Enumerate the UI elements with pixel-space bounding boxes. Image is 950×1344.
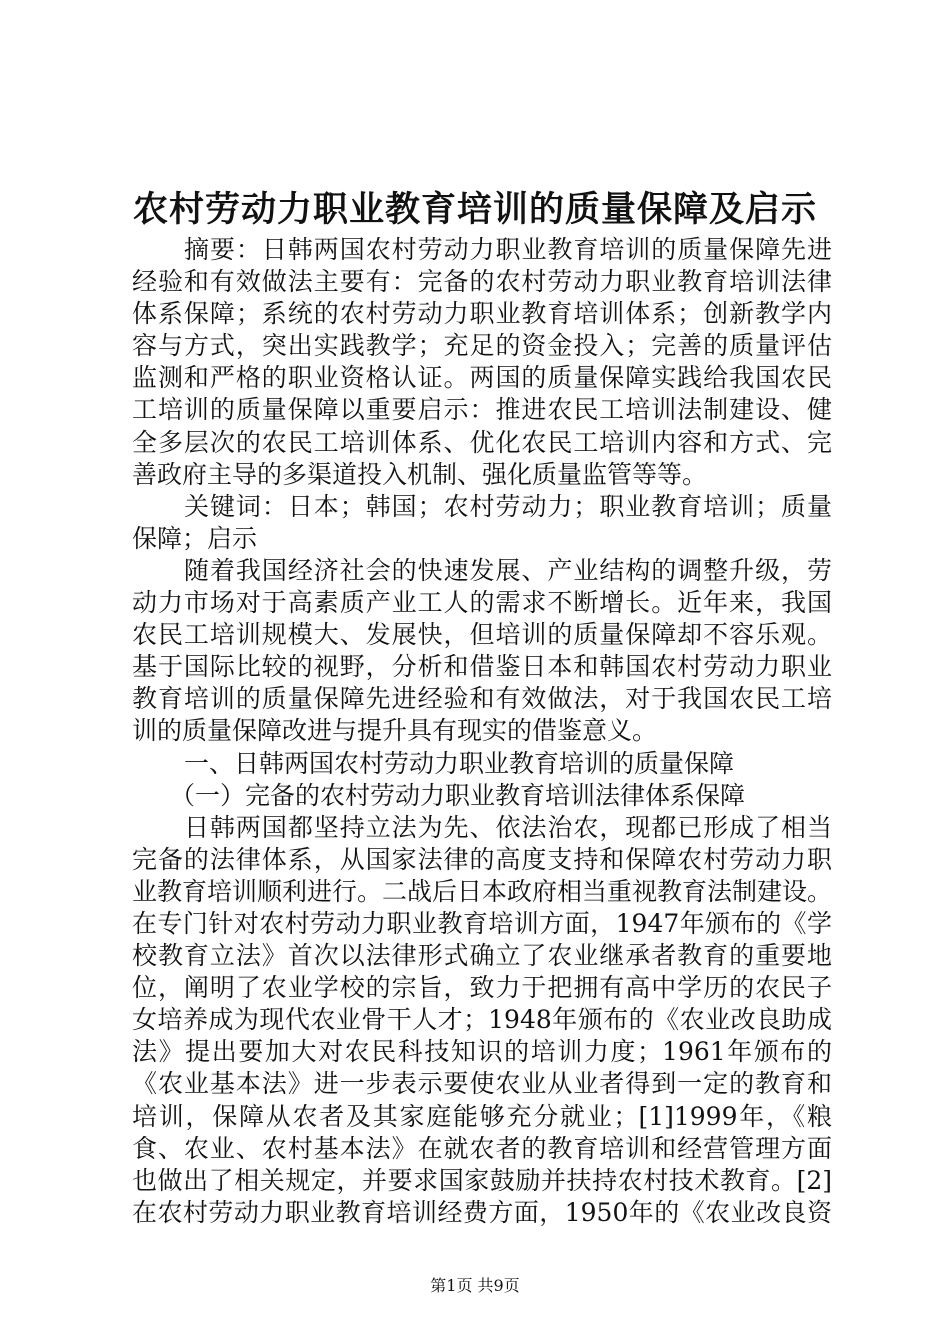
- abstract-line: 经验和有效做法主要有：完备的农村劳动力职业教育培训法律: [132, 267, 832, 297]
- abstract-line: 善政府主导的多渠道投入机制、强化质量监管等等。: [132, 459, 708, 489]
- paragraph-line: 基于国际比较的视野，分析和借鉴日本和韩国农村劳动力职业: [132, 652, 832, 682]
- section-heading: 一、日韩两国农村劳动力职业教育培训的质量保障: [184, 748, 735, 778]
- abstract-line: 工培训的质量保障以重要启示：推进农民工培训法制建设、健: [132, 395, 832, 425]
- abstract-line: 摘要：日韩两国农村劳动力职业教育培训的质量保障先进: [184, 235, 832, 264]
- keywords-line: 保障；启示: [132, 523, 258, 553]
- paragraph-line: 在专门针对农村劳动力职业教育培训方面，1947年颁布的《学: [132, 908, 832, 938]
- paragraph-line: 动力市场对于高素质产业工人的需求不断增长。近年来，我国: [132, 588, 832, 618]
- paragraph-line: 食、农业、农村基本法》在就农者的教育培训和经营管理方面: [132, 1133, 832, 1163]
- subsection-heading: （一）完备的农村劳动力职业教育培训法律体系保障: [170, 780, 746, 810]
- paragraph-line: 农民工培训规模大、发展快，但培训的质量保障却不容乐观。: [132, 620, 832, 650]
- paragraph-line: 随着我国经济社会的快速发展、产业结构的调整升级，劳: [184, 555, 832, 585]
- paragraph-line: 位，阐明了农业学校的宗旨，致力于把拥有高中学历的农民子: [132, 973, 832, 1003]
- paragraph-line: 日韩两国都坚持立法为先、依法治农，现都已形成了相当: [184, 812, 832, 842]
- paragraph-line: 也做出了相关规定，并要求国家鼓励并扶持农村技术教育。[2]: [132, 1165, 832, 1195]
- paragraph-line: 业教育培训顺利进行。二战后日本政府相当重视教育法制建设。: [132, 876, 833, 906]
- paragraph-line: 完备的法律体系，从国家法律的高度支持和保障农村劳动力职: [132, 844, 832, 874]
- paragraph-line: 法》提出要加大对农民科技知识的培训力度；1961年颁布的: [132, 1037, 832, 1067]
- abstract-line: 容与方式，突出实践教学；充足的资金投入；完善的质量评估: [132, 331, 832, 361]
- page-footer: 第1页 共9页: [430, 1276, 520, 1295]
- document-body: [132, 234, 832, 1229]
- document-title: 农村劳动力职业教育培训的质量保障及启示: [132, 189, 817, 230]
- abstract-line: 全多层次的农民工培训体系、优化农民工培训内容和方式、完: [132, 427, 832, 457]
- paragraph-line: 女培养成为现代农业骨干人才；1948年颁布的《农业改良助成: [132, 1005, 832, 1035]
- keywords-line: 关键词：日本；韩国；农村劳动力；职业教育培训；质量: [184, 491, 832, 521]
- paragraph-line: 培训，保障从农者及其家庭能够充分就业；[1]1999年，《粮: [132, 1101, 832, 1131]
- paragraph-line: 《农业基本法》进一步表示要使农业从业者得到一定的教育和: [132, 1069, 832, 1099]
- paragraph-line: 教育培训的质量保障先进经验和有效做法，对于我国农民工培: [132, 684, 832, 714]
- abstract-line: 体系保障；系统的农村劳动力职业教育培训体系；创新教学内: [132, 299, 832, 329]
- paragraph-line: 在农村劳动力职业教育培训经费方面，1950年的《农业改良资: [132, 1197, 832, 1227]
- paragraph-line: 训的质量保障改进与提升具有现实的借鉴意义。: [132, 716, 658, 746]
- paragraph-line: 校教育立法》首次以法律形式确立了农业继承者教育的重要地: [132, 941, 832, 971]
- abstract-line: 监测和严格的职业资格认证。两国的质量保障实践给我国农民: [132, 363, 832, 393]
